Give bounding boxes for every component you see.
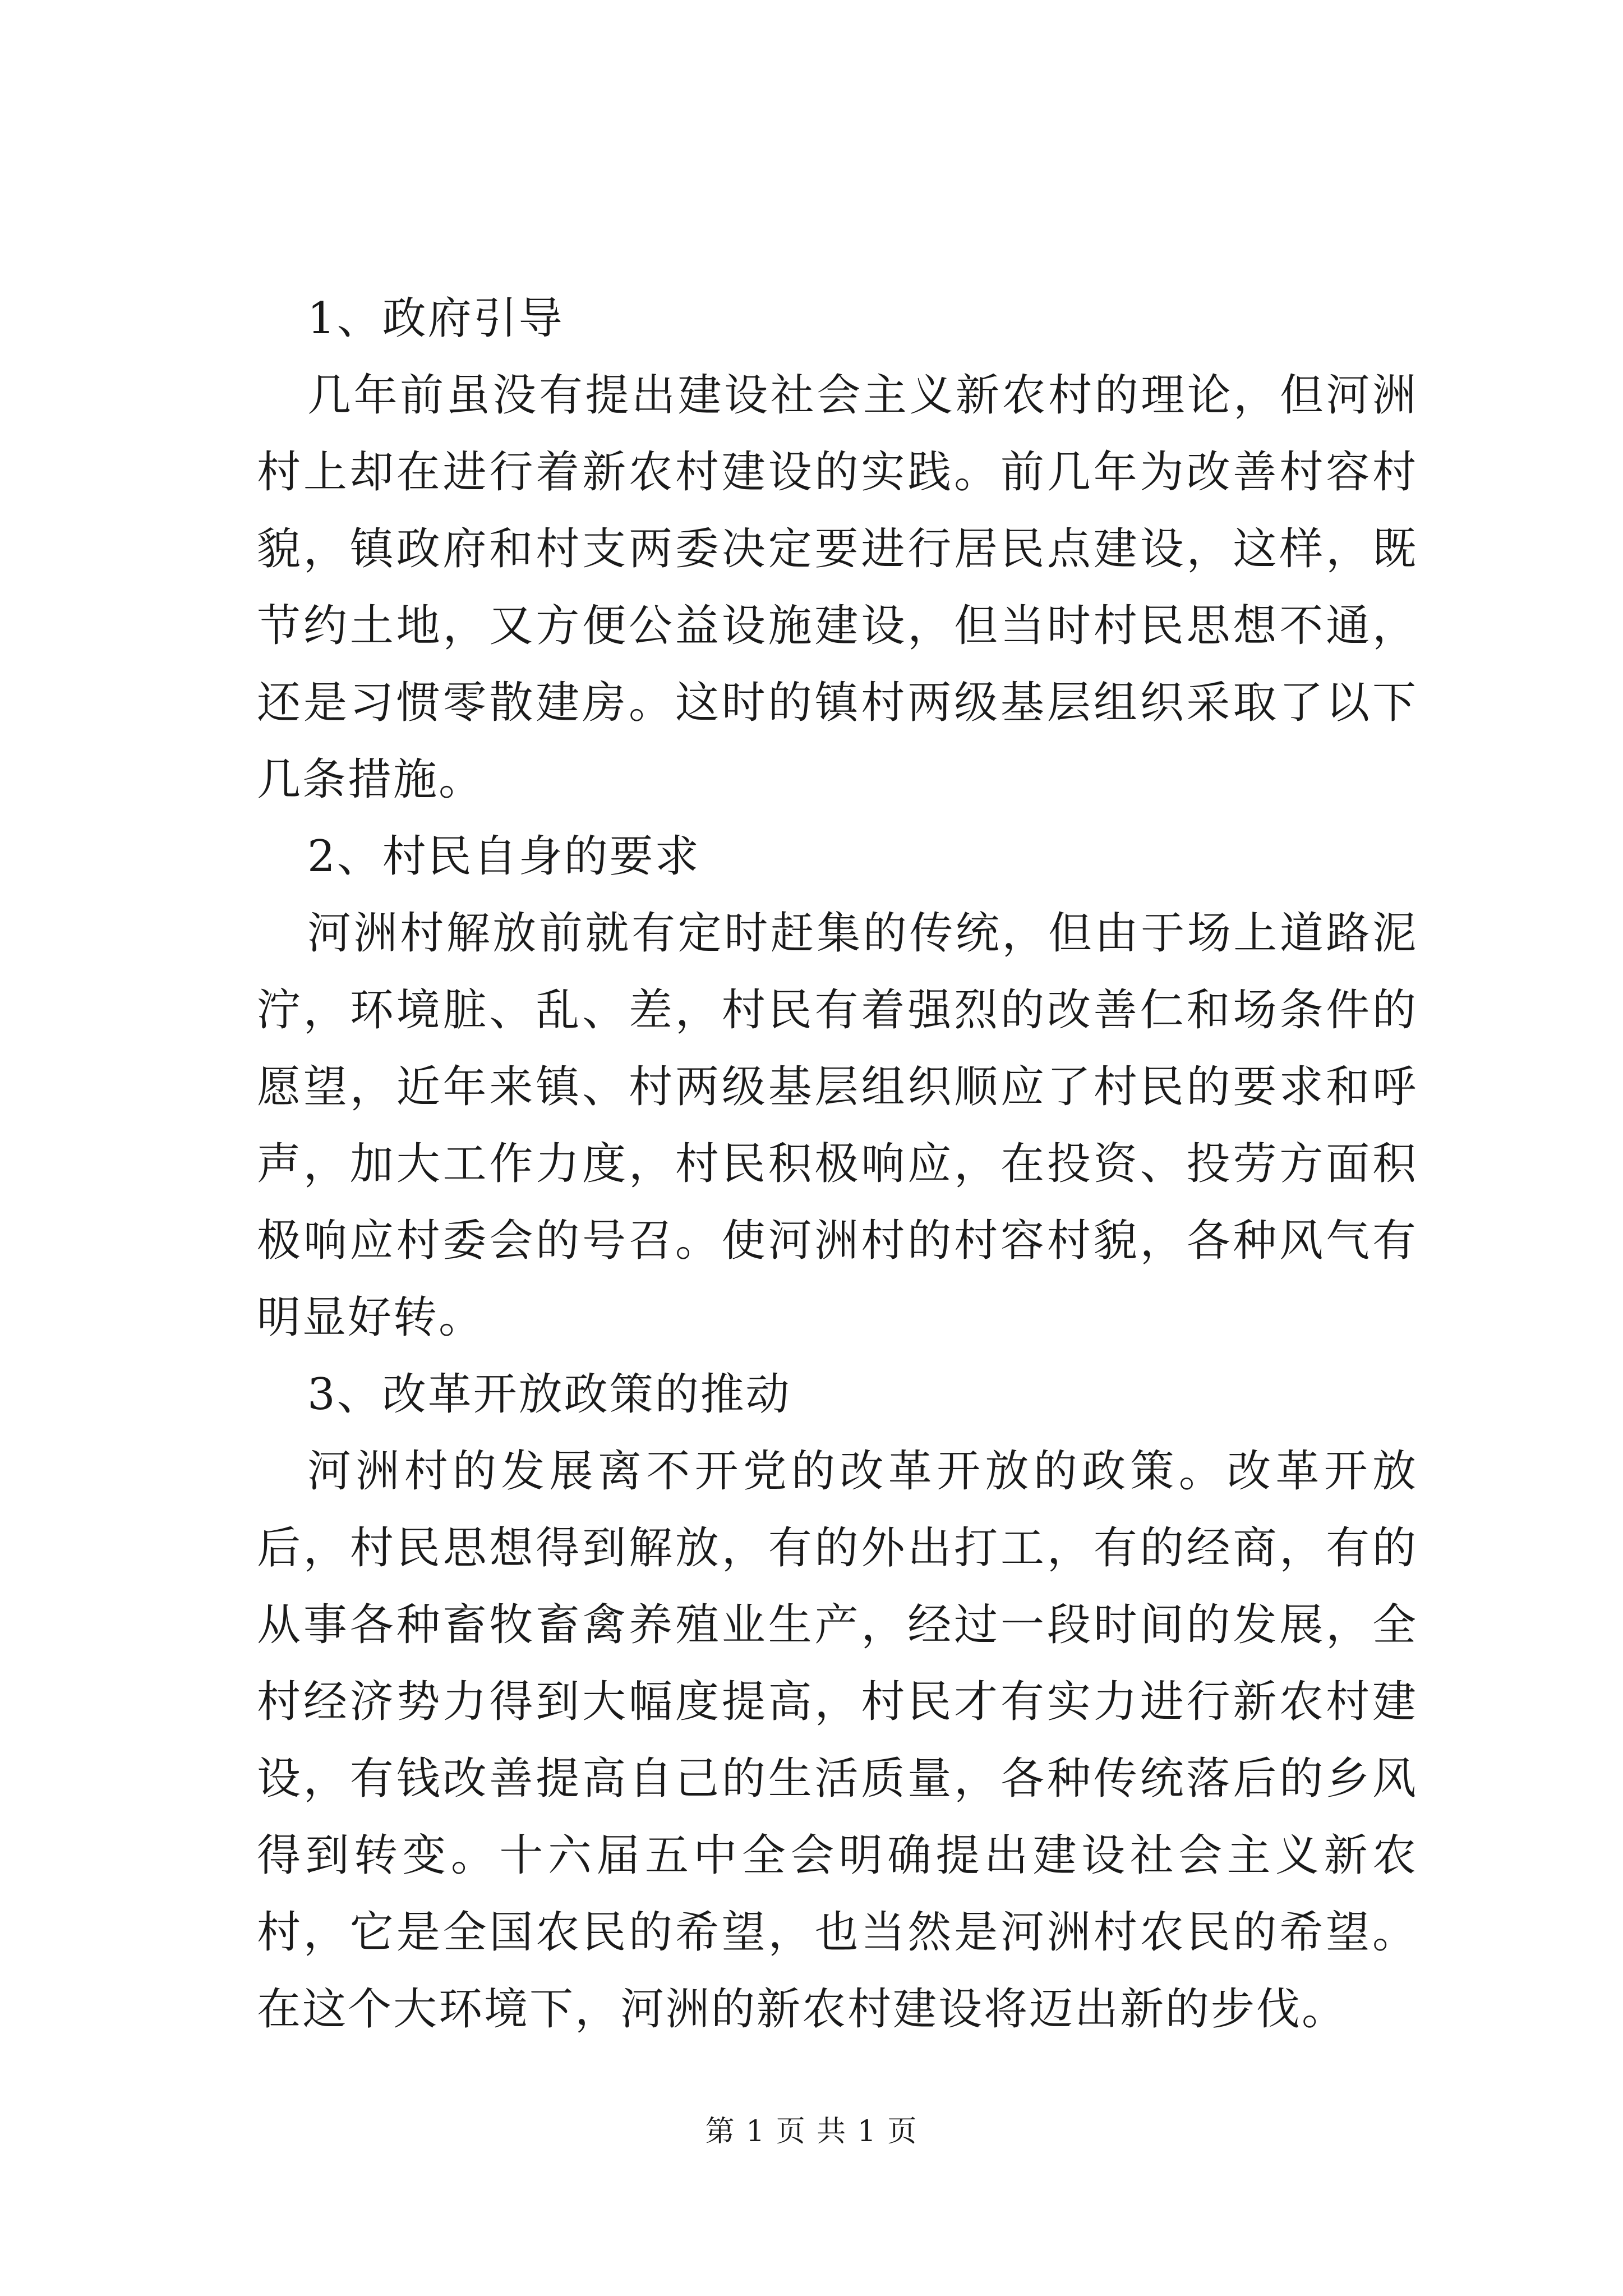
section-paragraph-1: 几年前虽没有提出建设社会主义新农村的理论，但河洲村上却在进行着新农村建设的实践。前几年为改善村容村貌，镇政府和村支两委决定要进行居民点建设，这样，既节约土地，又方便公益设施建设，但当时村民思想不通，还是习惯零散建房。这时的镇村两级基层组织采取了以下几条措施。	[257, 370, 1418, 805]
section-paragraph-2: 河洲村解放前就有定时赶集的传统，但由于场上道路泥泞，环境脏、乱、差，村民有着强烈的改善仁和场条件的愿望，近年来镇、村两级基层组织顺应了村民的要求和呼声，加大工作力度，村民积极响应，在投资、投劳方面积极响应村委会的号召。使河洲村的村容村貌，各种风气有明显好转。	[257, 908, 1418, 1343]
section-paragraph-3: 河洲村的发展离不开党的改革开放的政策。改革开放后，村民思想得到解放，有的外出打工，有的经商，有的从事各种畜牧畜禽养殖业生产，经过一段时间的发展，全村经济势力得到大幅度提高，村民才有实力进行新农村建设，有钱改善提高自己的生活质量，各种传统落后的乡风得到转变。十六届五中全会明确提出建设社会主义新农村，它是全国农民的希望，也当然是河洲村农民的希望。在这个大环境下，河洲的新农村建设将迈出新的步伐。	[257, 1446, 1418, 2035]
section-heading-3: 3、改革开放政策的推动	[307, 1369, 791, 1420]
section-heading-1: 1、政府引导	[307, 293, 564, 344]
section-heading-2: 2、村民自身的要求	[307, 831, 700, 882]
document-body	[257, 280, 1418, 2048]
page-footer: 第 1 页 共 1 页	[705, 2115, 918, 2148]
